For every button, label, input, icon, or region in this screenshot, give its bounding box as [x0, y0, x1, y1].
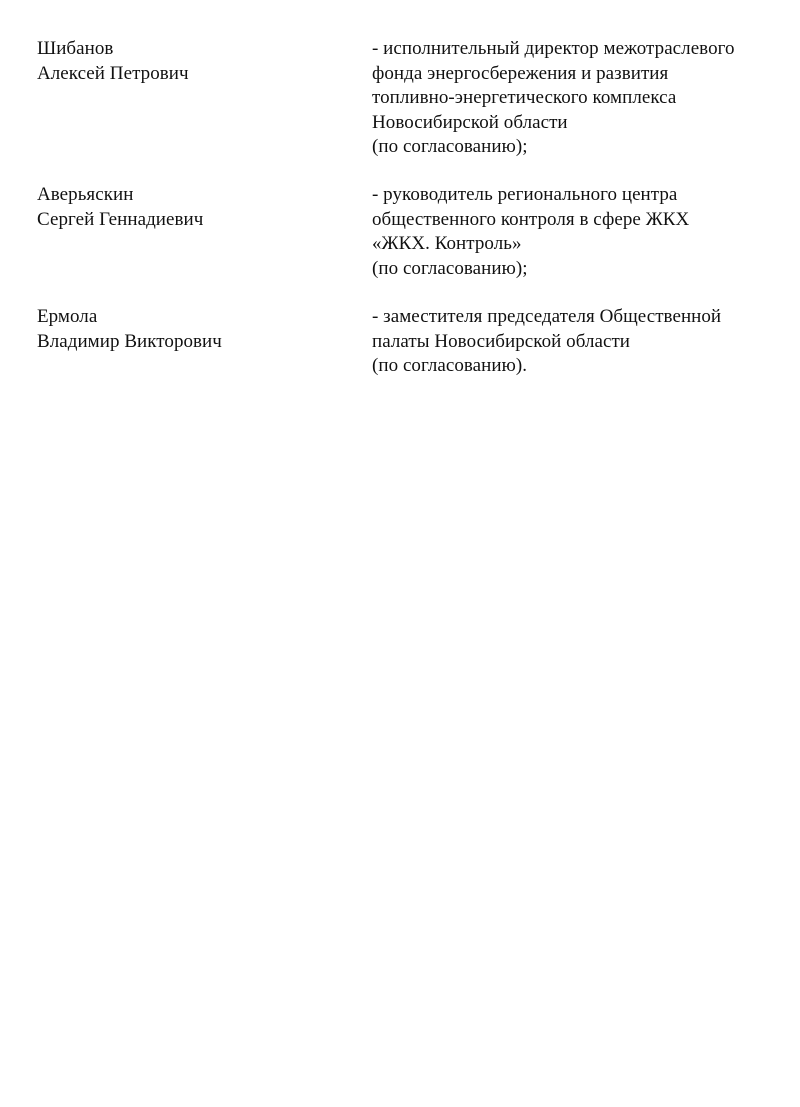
description-line: фонда энергосбережения и развития [372, 62, 669, 84]
description-line: «ЖКХ. Контроль» [372, 233, 522, 254]
description-line: Новосибирской области [372, 111, 568, 133]
description-line: (по согласованию). [372, 355, 528, 376]
member-name [37, 305, 337, 354]
member-given-names: Сергей Геннадиевич [37, 208, 204, 230]
member-surname: Аверьяскин [37, 184, 134, 205]
description-line: - руководитель регионального центра [372, 184, 678, 205]
member-name [37, 37, 337, 86]
description-line: (по согласованию); [372, 257, 528, 279]
description-line: (по согласованию); [372, 136, 528, 157]
member-description [372, 183, 777, 281]
member-description [372, 37, 777, 160]
description-line: топливно-энергетического комплекса [372, 87, 677, 108]
member-given-names: Владимир Викторович [37, 330, 222, 352]
member-description [372, 305, 777, 379]
member-given-names: Алексей Петрович [37, 62, 189, 84]
member-surname: Ермола [37, 306, 98, 327]
description-line: - исполнительный директор межотраслевого [372, 38, 735, 59]
member-surname: Шибанов [37, 38, 114, 59]
description-line: общественного контроля в сфере ЖКХ [372, 208, 690, 230]
description-line: - заместителя председателя Общественной [372, 306, 722, 327]
member-name [37, 183, 337, 232]
description-line: палаты Новосибирской области [372, 330, 631, 352]
